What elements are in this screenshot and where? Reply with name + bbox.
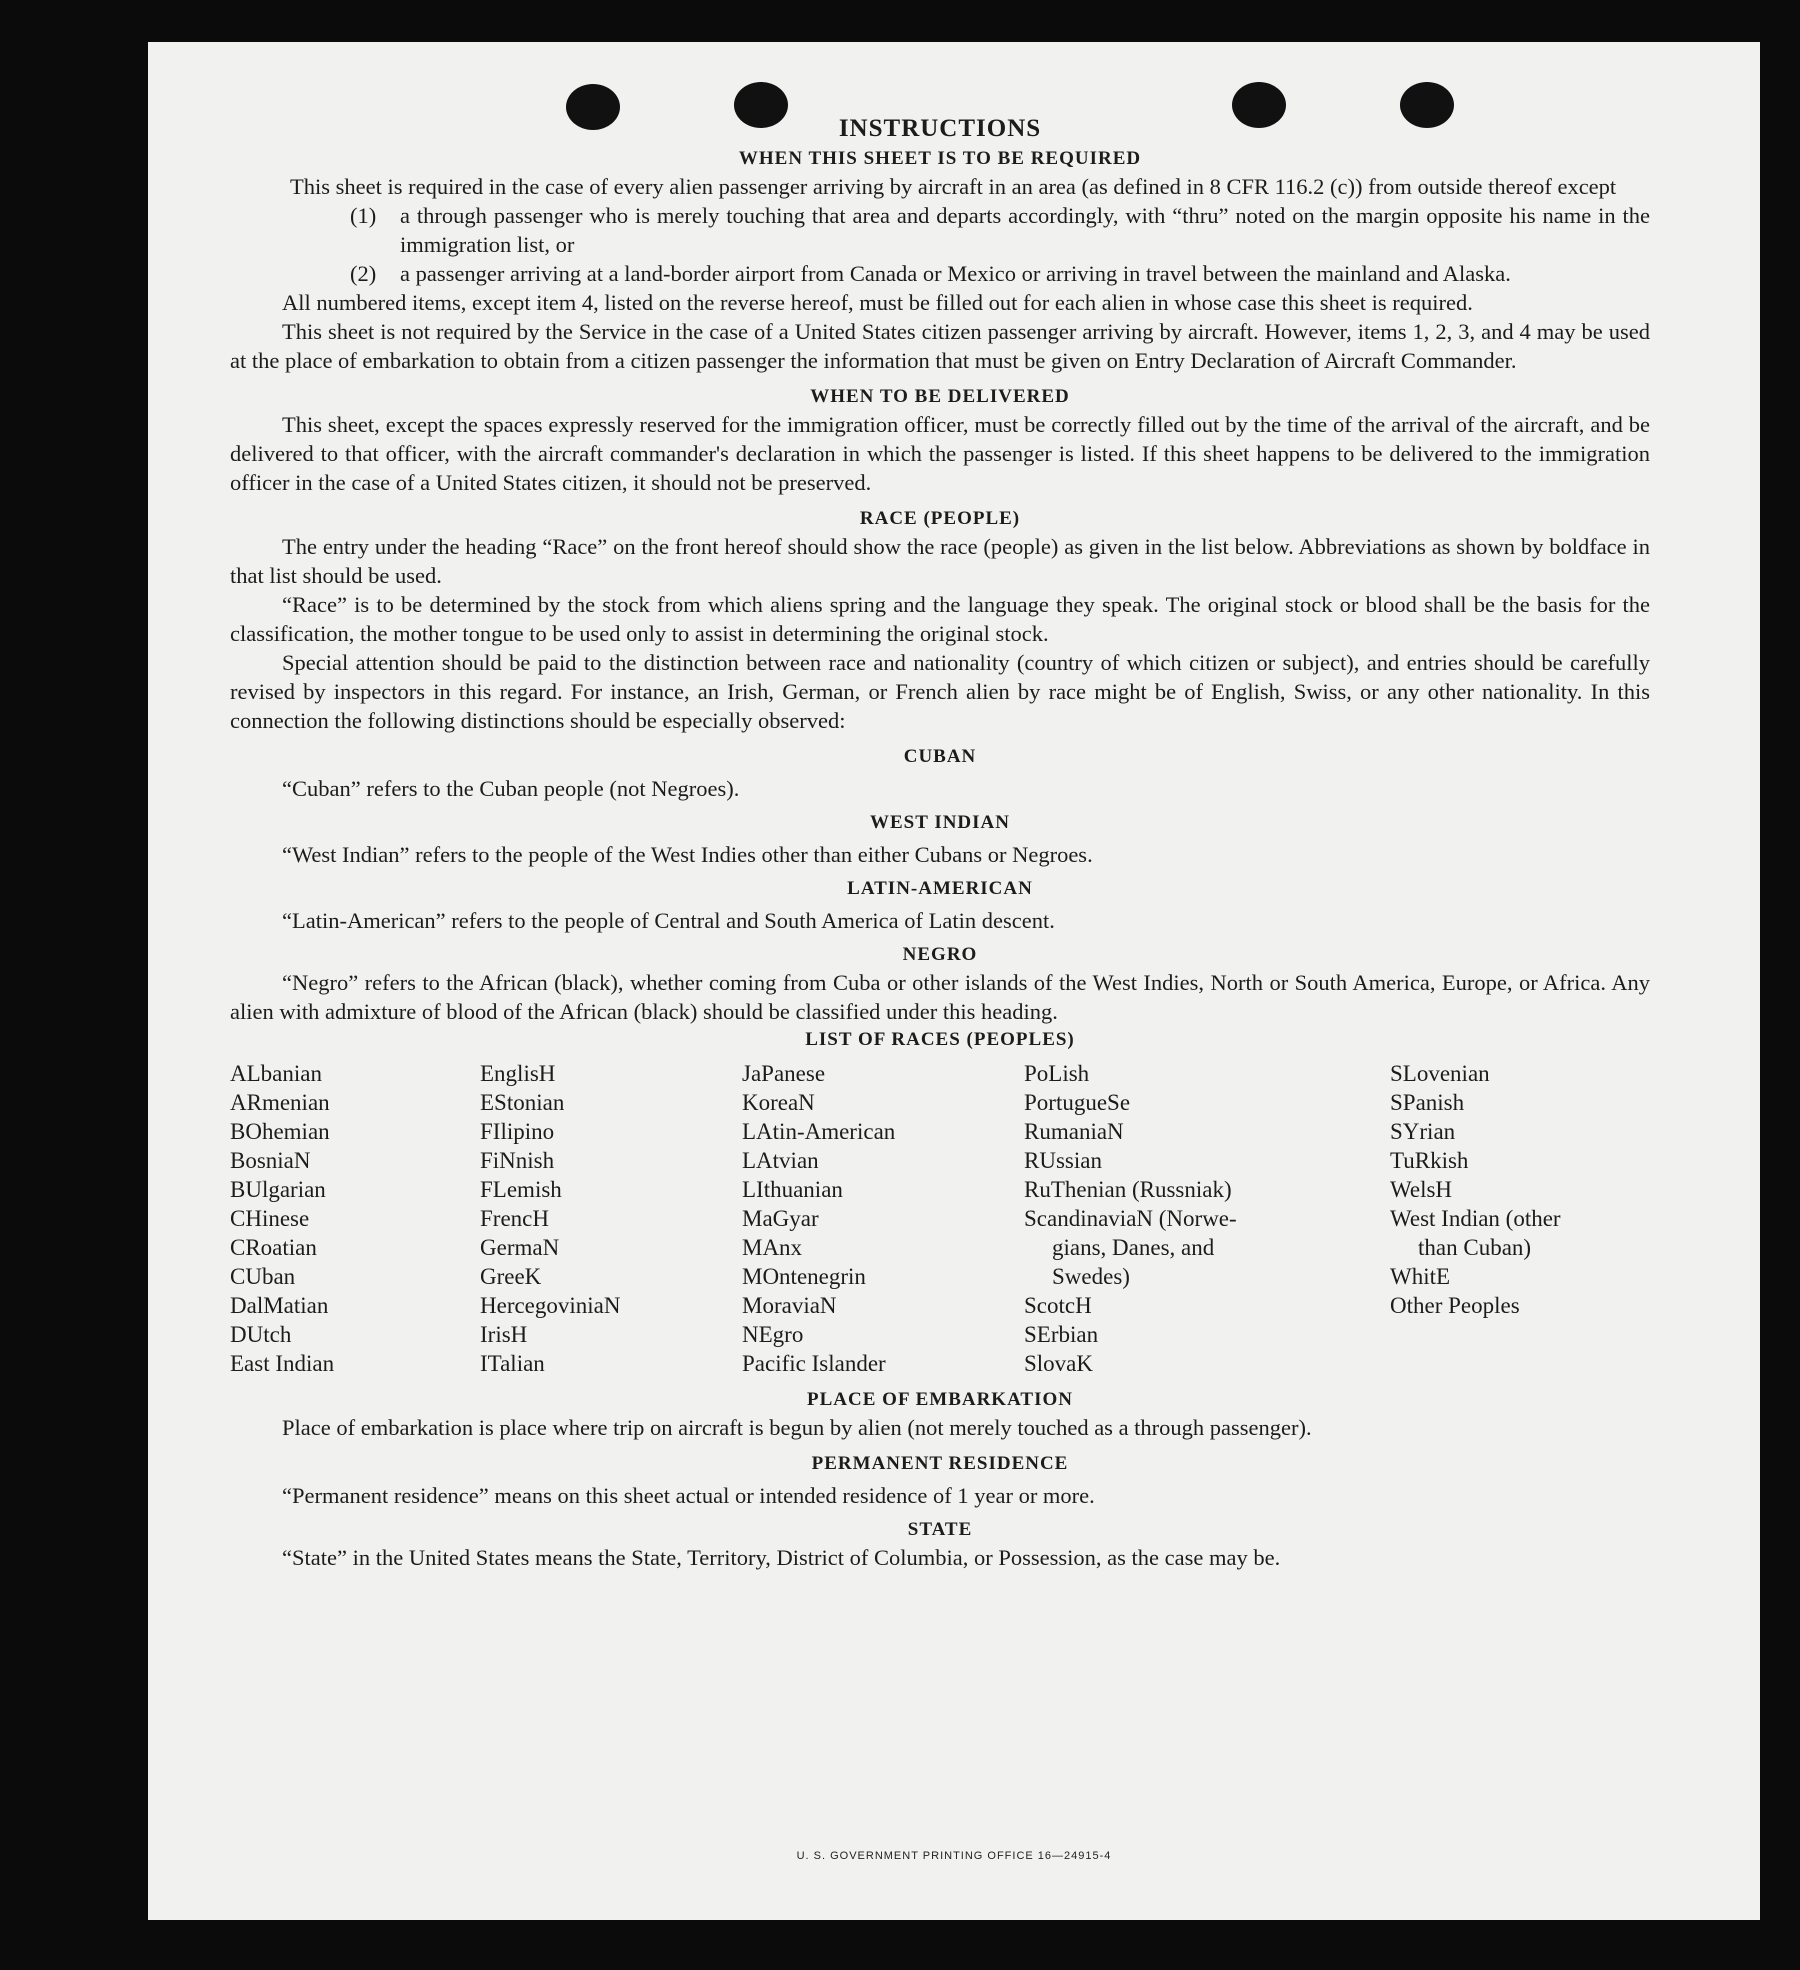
races-list [230, 1059, 1650, 1378]
race-entry: SPanish [1390, 1090, 1465, 1115]
race-entry: FLemish [480, 1177, 562, 1202]
heading-west-indian: WEST INDIAN [870, 812, 1010, 833]
race-entry: FiNnish [480, 1148, 555, 1173]
race-entry: PortugueSe [1024, 1090, 1131, 1115]
race-entry: EStonian [480, 1090, 565, 1115]
heading-cuban: CUBAN [903, 746, 977, 767]
race-entry: LAtin-American [742, 1119, 896, 1144]
item-number: (1) [350, 203, 377, 228]
race-entry: GermaN [480, 1235, 560, 1260]
races-column [1390, 1059, 1650, 1378]
race-entry: BosniaN [230, 1148, 311, 1173]
race-entry: KoreaN [742, 1090, 815, 1115]
race-entry: MoraviaN [742, 1293, 837, 1318]
race-entry-continuation: Swedes) [1052, 1264, 1130, 1289]
paragraph: “State” in the United States means the State, Territory, District of Columbia, or Possession, as the case may be. [282, 1545, 1281, 1570]
paragraph: “Negro” refers to the African (black), whether coming from Cuba or other islands of the West Indies, North or South America, Europe, or Africa. Any alien with admixture of blood of the African (black) should be classified under this heading. [230, 970, 1650, 1024]
paragraph: This sheet, except the spaces expressly reserved for the immigration officer, must be correctly filled out by the time of the arrival of the aircraft, and be delivered to that officer, with the aircraft commander's declaration in which the passenger is listed. If this sheet happens to be delivered to the immigration officer in the case of a United States citizen, it should not be preserved. [230, 412, 1650, 495]
race-entry: Other Peoples [1390, 1293, 1520, 1318]
races-column [1024, 1059, 1390, 1378]
paragraph: “West Indian” refers to the people of the West Indies other than either Cubans or Negroes. [282, 842, 1093, 867]
race-entry: LAtvian [742, 1148, 819, 1173]
heading-permanent-residence: PERMANENT RESIDENCE [811, 1453, 1069, 1474]
item-number: (2) [350, 261, 377, 286]
race-entry: PoLish [1024, 1061, 1090, 1086]
race-entry: West Indian (other [1390, 1206, 1561, 1231]
race-entry: SYrian [1390, 1119, 1456, 1144]
race-entry: CUban [230, 1264, 296, 1289]
instructions-body [230, 114, 1650, 1572]
race-entry: LIthuanian [742, 1177, 843, 1202]
race-entry: IrisH [480, 1322, 528, 1347]
paragraph: Place of embarkation is place where trip on aircraft is begun by alien (not merely touched as a through passenger). [282, 1415, 1312, 1440]
race-entry: MOntenegrin [742, 1264, 866, 1289]
race-entry: BUlgarian [230, 1177, 326, 1202]
race-entry: WhitE [1390, 1264, 1451, 1289]
race-entry: ScandinaviaN (Norwe- [1024, 1206, 1237, 1231]
item-text: a passenger arriving at a land-border airport from Canada or Mexico or arriving in travel between the mainland and Alaska. [400, 261, 1511, 286]
race-entry: GreeK [480, 1264, 542, 1289]
race-entry: CRoatian [230, 1235, 317, 1260]
paragraph: This sheet is not required by the Service in the case of a United States citizen passenger arriving by aircraft. However, items 1, 2, 3, and 4 may be used at the place of embarkation to obtain from a citizen passenger the information that must be given on Entry Declaration of Aircraft Commander. [230, 319, 1650, 373]
race-entry: ALbanian [230, 1061, 322, 1086]
race-entry-continuation: gians, Danes, and [1052, 1235, 1215, 1260]
race-entry: RumaniaN [1024, 1119, 1124, 1144]
race-entry: MAnx [742, 1235, 803, 1260]
document-page [148, 42, 1760, 1920]
heading-when-delivered: WHEN TO BE DELIVERED [810, 386, 1070, 407]
races-column [230, 1059, 480, 1378]
race-entry: ITalian [480, 1351, 545, 1376]
race-entry: EnglisH [480, 1061, 556, 1086]
race-entry: DalMatian [230, 1293, 329, 1318]
heading-latin-american: LATIN-AMERICAN [847, 878, 1033, 899]
paragraph: “Latin-American” refers to the people of Central and South America of Latin descent. [282, 908, 1055, 933]
race-entry: MaGyar [742, 1206, 819, 1231]
race-entry: JaPanese [742, 1061, 826, 1086]
race-entry: SErbian [1024, 1322, 1099, 1347]
paragraph: This sheet is required in the case of every alien passenger arriving by aircraft in an area (as defined in 8 CFR 116.2 (c)) from outside thereof except [290, 174, 1617, 199]
paragraph: All numbered items, except item 4, listed on the reverse hereof, must be filled out for each alien in whose case this sheet is required. [282, 290, 1473, 315]
race-entry: BOhemian [230, 1119, 330, 1144]
race-entry-continuation: than Cuban) [1418, 1235, 1532, 1260]
races-column [480, 1059, 742, 1378]
exception-item [230, 259, 1650, 288]
heading-race: RACE (PEOPLE) [859, 508, 1021, 529]
race-entry: FrencH [480, 1206, 549, 1231]
item-text: a through passenger who is merely touching that area and departs accordingly, with “thru” noted on the margin opposite his name in the immigration list, or [400, 203, 1650, 257]
race-entry: East Indian [230, 1351, 335, 1376]
race-entry: ARmenian [230, 1090, 330, 1115]
printing-office-footer: U. S. GOVERNMENT PRINTING OFFICE 16—24915-4 [796, 1850, 1112, 1862]
page-title: INSTRUCTIONS [838, 115, 1042, 142]
race-entry: RUssian [1024, 1148, 1102, 1173]
race-entry: SLovenian [1390, 1061, 1490, 1086]
race-entry: WelsH [1390, 1177, 1453, 1202]
race-entry: FIlipino [480, 1119, 555, 1144]
race-entry: HercegoviniaN [480, 1293, 621, 1318]
race-entry: Pacific Islander [742, 1351, 886, 1376]
heading-place-of-embarkation: PLACE OF EMBARKATION [807, 1389, 1073, 1410]
race-entry: SlovaK [1024, 1351, 1093, 1376]
heading-state: STATE [907, 1519, 973, 1540]
races-column [742, 1059, 1024, 1378]
paragraph: “Cuban” refers to the Cuban people (not Negroes). [282, 776, 740, 801]
race-entry: RuThenian (Russniak) [1024, 1177, 1232, 1202]
race-entry: NEgro [742, 1322, 804, 1347]
heading-when-required: WHEN THIS SHEET IS TO BE REQUIRED [738, 148, 1142, 169]
paragraph: “Permanent residence” means on this sheet actual or intended residence of 1 year or more. [282, 1483, 1095, 1508]
paragraph: The entry under the heading “Race” on the front hereof should show the race (people) as given in the list below. Abbreviations as shown by boldface in that list should be used. [230, 534, 1650, 588]
paragraph: “Race” is to be determined by the stock from which aliens spring and the language they speak. The original stock or blood shall be the basis for the classification, the mother tongue to be used only to assist in determining the original stock. [230, 592, 1650, 646]
race-entry: DUtch [230, 1322, 292, 1347]
race-entry: ScotcH [1024, 1293, 1092, 1318]
heading-negro: NEGRO [902, 944, 978, 965]
heading-list-of-races: LIST OF RACES (PEOPLES) [805, 1029, 1075, 1050]
paragraph: Special attention should be paid to the distinction between race and nationality (country of which citizen or subject), and entries should be carefully revised by inspectors in this regard. For instance, an Irish, German, or French alien by race might be of English, Swiss, or any other nationality. In this connection the following distinctions should be especially observed: [230, 650, 1650, 733]
race-entry: TuRkish [1390, 1148, 1469, 1173]
race-entry: CHinese [230, 1206, 310, 1231]
exception-item [230, 201, 1650, 259]
